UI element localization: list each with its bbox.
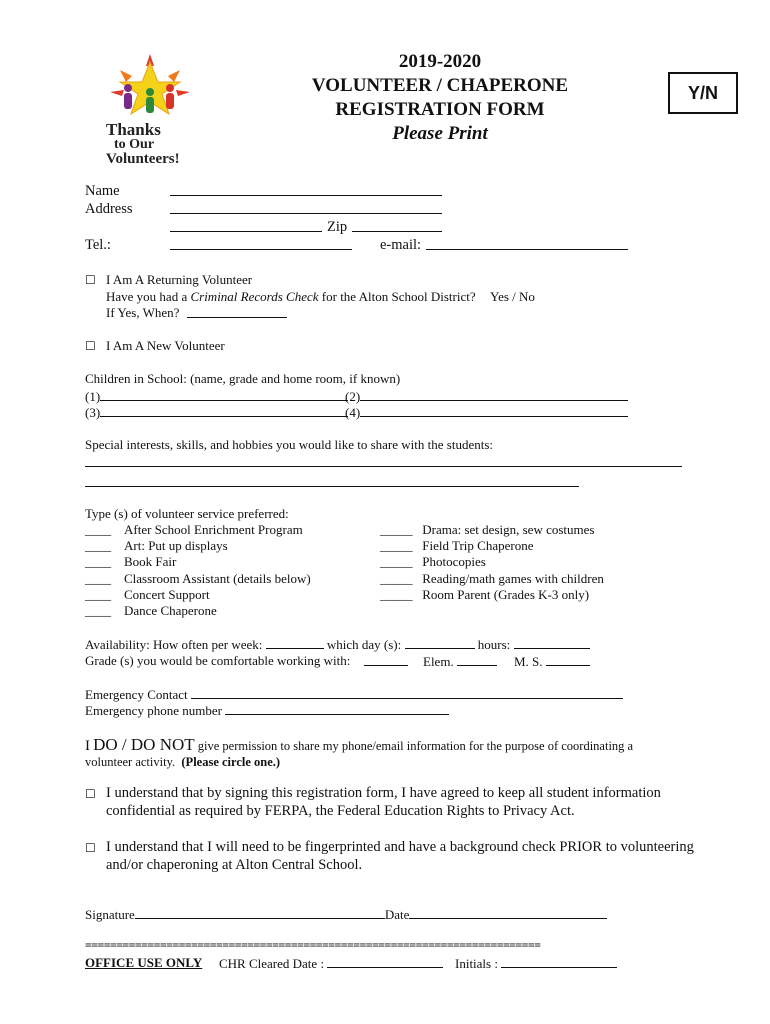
new-volunteer-checkbox[interactable]: ☐ xyxy=(85,339,96,353)
zip-field[interactable] xyxy=(352,219,442,232)
returning-label: I Am A Returning Volunteer xyxy=(106,272,253,287)
yn-box: Y/N xyxy=(668,72,738,114)
interests-label: Special interests, skills, and hobbies you would like to share with the students: xyxy=(85,437,494,452)
returning-checkbox[interactable]: ☐ xyxy=(85,273,96,287)
chr-cleared-row: CHR Cleared Date : xyxy=(219,955,443,972)
service-option[interactable]: _____ Drama: set design, sew costumes xyxy=(380,522,595,537)
initials-field[interactable] xyxy=(501,955,617,968)
services-label: Type (s) of volunteer service preferred: xyxy=(85,506,289,521)
emergency-contact-row: Emergency Contact xyxy=(85,686,623,703)
interests-line-2[interactable] xyxy=(85,474,579,487)
initials-row: Initials : xyxy=(455,955,617,972)
tel-label: Tel.: xyxy=(85,237,111,253)
service-option[interactable]: ____ Classroom Assistant (details below) xyxy=(85,571,311,586)
fingerprint-line2: and/or chaperoning at Alton Central School. xyxy=(106,857,363,873)
child-4: (4) xyxy=(345,404,628,421)
yes-no-option[interactable]: Yes / No xyxy=(490,289,535,304)
which-day-field[interactable] xyxy=(405,636,475,649)
service-option[interactable]: ____ Dance Chaperone xyxy=(85,603,217,618)
child-1: (1) xyxy=(85,388,348,405)
email-field[interactable] xyxy=(426,237,628,250)
service-option[interactable]: ____ After School Enrichment Program xyxy=(85,522,303,537)
child-4-field[interactable] xyxy=(360,404,628,417)
emergency-phone-field[interactable] xyxy=(225,702,449,715)
office-divider: ========================================================================= xyxy=(85,938,541,952)
tel-field[interactable] xyxy=(170,237,352,250)
service-option[interactable]: _____ Room Parent (Grades K-3 only) xyxy=(380,587,590,602)
new-volunteer-label: I Am A New Volunteer xyxy=(106,338,225,353)
logo-text: Thanks to Our Volunteers! xyxy=(106,120,180,167)
when-field[interactable] xyxy=(187,305,287,318)
grade-field[interactable] xyxy=(364,653,408,666)
child-2-field[interactable] xyxy=(360,388,628,401)
fingerprint-checkbox[interactable]: ☐ xyxy=(85,841,96,855)
service-option[interactable]: ____ Concert Support xyxy=(85,587,210,602)
signature-field[interactable] xyxy=(135,906,385,919)
star-people-icon xyxy=(100,52,200,124)
name-label: Name xyxy=(85,183,120,199)
name-field[interactable] xyxy=(170,183,442,196)
criminal-records-question: Have you had a Criminal Records Check for the Alton School District? xyxy=(106,289,476,304)
grade-label: Grade (s) you would be comfortable working with: xyxy=(85,653,351,668)
form-title-line1: VOLUNTEER / CHAPERONE xyxy=(311,75,569,96)
service-option[interactable]: ____ Art: Put up displays xyxy=(85,538,228,553)
date-field[interactable] xyxy=(409,906,607,919)
ms-option: M. S. xyxy=(514,653,590,670)
fingerprint-line1: I understand that I will need to be fingerprinted and have a background check PRIOR to volunteering xyxy=(106,839,694,855)
emergency-contact-field[interactable] xyxy=(191,686,623,699)
address-field[interactable] xyxy=(170,201,442,214)
hours-field[interactable] xyxy=(514,636,590,649)
email-label: e-mail: xyxy=(380,237,422,253)
thanks-volunteers-logo xyxy=(100,52,200,170)
permission-statement: I DO / DO NOT give permission to share my phone/email information for the purpose of coordinating a xyxy=(85,735,634,754)
office-use-label: OFFICE USE ONLY xyxy=(85,955,203,970)
do-do-not-option[interactable]: DO / DO NOT xyxy=(93,735,195,754)
availability-row: Availability: How often per week: which day (s): hours: xyxy=(85,636,590,653)
ferpa-line2: confidential as required by FERPA, the Federal Education Rights to Privacy Act. xyxy=(106,803,575,819)
emergency-phone-row: Emergency phone number xyxy=(85,702,449,719)
elem-option: Elem. xyxy=(423,653,497,670)
ferpa-checkbox[interactable]: ☐ xyxy=(85,787,96,801)
service-option[interactable]: _____ Photocopies xyxy=(380,554,486,569)
ms-field[interactable] xyxy=(546,653,590,666)
service-option[interactable]: _____ Field Trip Chaperone xyxy=(380,538,534,553)
zip-label: Zip xyxy=(327,219,348,235)
city-field[interactable] xyxy=(170,219,322,232)
chr-date-field[interactable] xyxy=(327,955,443,968)
please-print-note: Please Print xyxy=(392,123,488,144)
interests-line-1[interactable] xyxy=(85,454,682,467)
when-label: If Yes, When? xyxy=(106,305,180,320)
child-3-field[interactable] xyxy=(100,404,348,417)
service-option[interactable]: ____ Book Fair xyxy=(85,554,177,569)
elem-field[interactable] xyxy=(457,653,497,666)
child-3: (3) xyxy=(85,404,348,421)
form-title xyxy=(290,50,590,146)
address-label: Address xyxy=(85,201,133,217)
form-year: 2019-2020 xyxy=(398,51,482,72)
permission-line2: volunteer activity. (Please circle one.) xyxy=(85,755,281,769)
times-per-week-field[interactable] xyxy=(266,636,324,649)
child-1-field[interactable] xyxy=(100,388,348,401)
child-2: (2) xyxy=(345,388,628,405)
service-option[interactable]: _____ Reading/math games with children xyxy=(380,571,604,586)
ferpa-line1: I understand that by signing this registration form, I have agreed to keep all student information xyxy=(106,785,661,801)
form-title-line2: REGISTRATION FORM xyxy=(335,99,545,120)
children-label: Children in School: (name, grade and home room, if known) xyxy=(85,371,401,386)
signature-row: Signature Date xyxy=(85,906,607,923)
